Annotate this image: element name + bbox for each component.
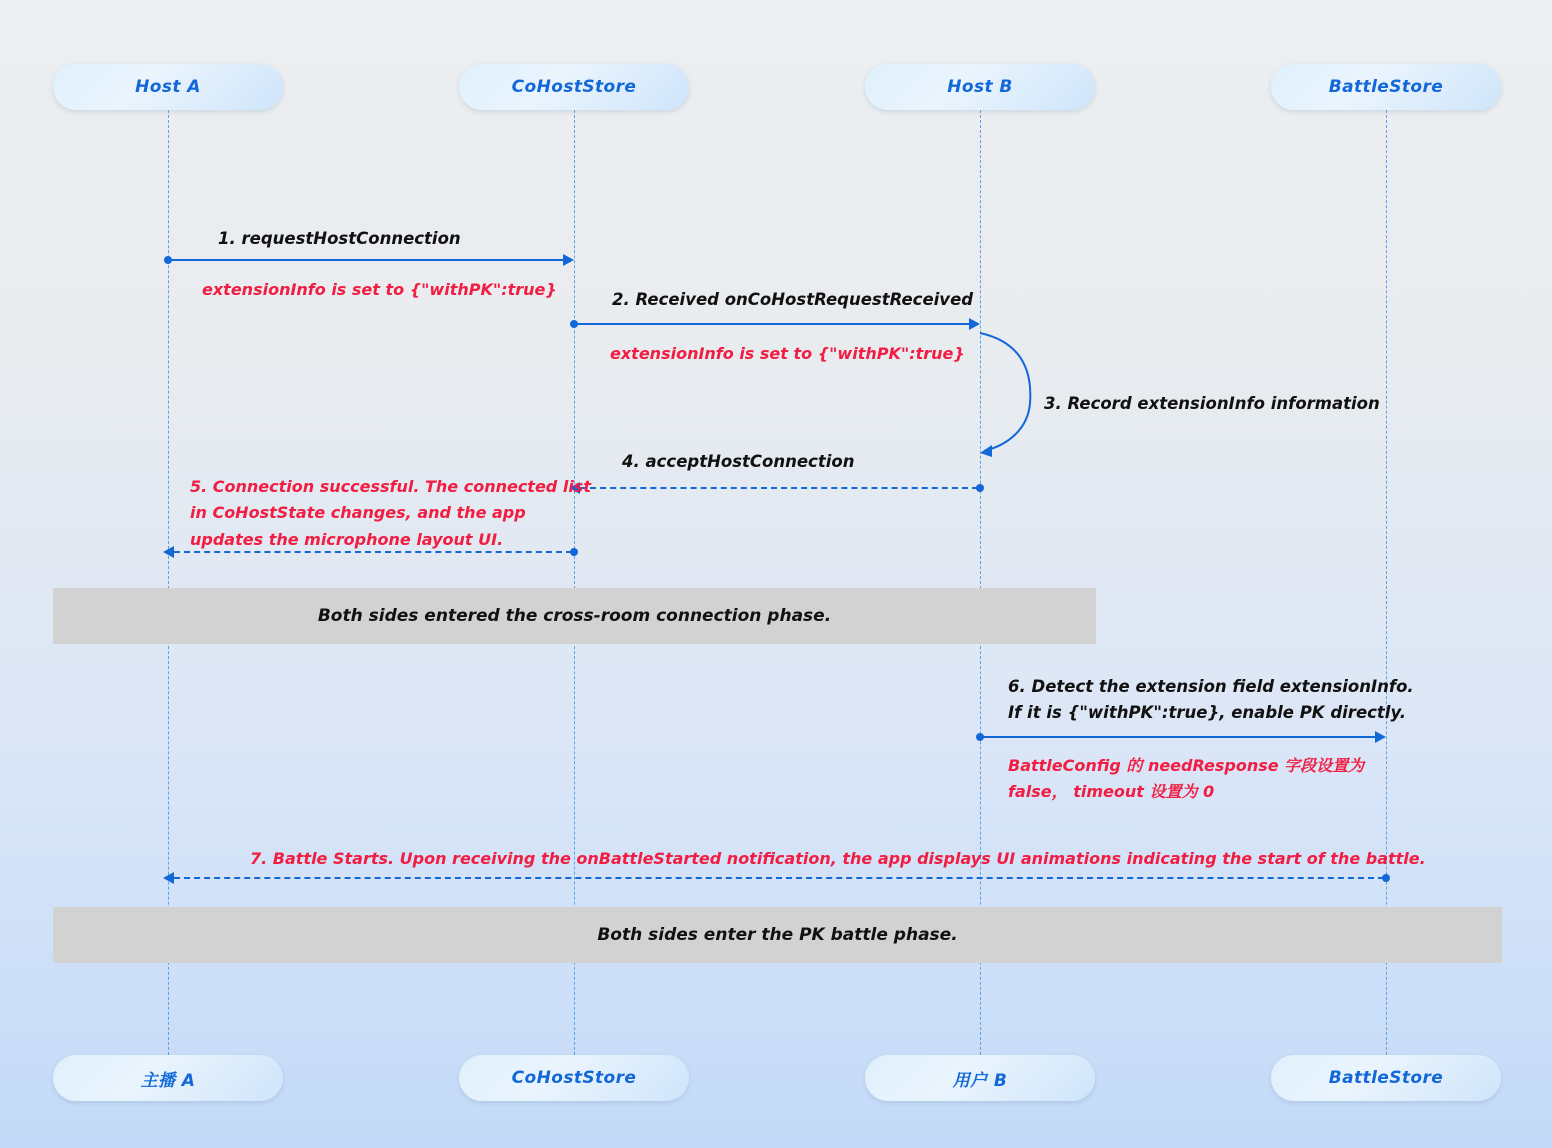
msg-4-label: 4. acceptHostConnection [622,452,855,471]
lifeline-foot-cohoststore-label: CoHostStore [511,1068,637,1088]
lifeline-foot-battlestore[interactable] [1271,1055,1501,1101]
msg-2-arrow [574,323,974,325]
msg-1-arrow [168,259,568,261]
lifeline-foot-host-b[interactable] [865,1055,1095,1101]
lifeline-foot-host-b-label: 用户 B [952,1070,1008,1091]
msg-6-arrowhead-icon [1375,731,1386,743]
lifeline-head-cohoststore-label: CoHostStore [511,77,637,97]
msg-4-arrow [580,487,978,489]
note-connection-success-line2: in CoHostState changes, and the app [190,503,526,522]
phase-pk-battle [53,907,1502,963]
lifeline-head-host-b[interactable] [865,64,1095,110]
lifeline-foot-host-a[interactable] [53,1055,283,1101]
lifeline-head-battlestore-label: BattleStore [1328,77,1444,97]
msg-2-label: 2. Received onCoHostRequestReceived [612,290,974,309]
note-extension-info-2: extensionInfo is set to {"withPK":true} [610,344,965,363]
msg-3-label: 3. Record extensionInfo information [1044,394,1380,413]
note-battleconfig-line2: false， timeout 设置为 0 [1008,782,1215,801]
note-extension-info-1: extensionInfo is set to {"withPK":true} [202,280,557,299]
note-connection-success-line1: 5. Connection successful. The connected list [190,477,591,496]
msg-1-arrowhead-icon [563,254,574,266]
msg-6-arrow [980,736,1380,738]
lifeline-head-battlestore[interactable] [1271,64,1501,110]
lifeline-head-host-a-label: Host A [135,77,201,97]
msg-6-label-line1: 6. Detect the extension field extensionInfo. [1008,677,1414,696]
phase-cross-room-label: Both sides entered the cross-room connection phase. [317,606,832,626]
note-battleconfig-line1: BattleConfig 的 needResponse 字段设置为 [1008,756,1365,775]
msg-3-self-loop [978,325,1048,465]
lifeline-head-cohoststore[interactable] [459,64,689,110]
lifeline-head-host-b-label: Host B [947,77,1013,97]
lifeline-foot-host-a-label: 主播 A [140,1070,196,1091]
phase-pk-battle-label: Both sides enter the PK battle phase. [597,925,958,945]
msg-7-label: 7. Battle Starts. Upon receiving the onBattleStarted notification, the app displays UI animations indicating the start of the battle. [250,849,1426,868]
msg-7-arrow [174,877,1384,879]
note-connection-success-line3: updates the microphone layout UI. [190,530,504,549]
phase-cross-room [53,588,1096,644]
lifeline-foot-battlestore-label: BattleStore [1328,1068,1444,1088]
msg-7-arrowhead-icon [163,872,174,884]
msg-6-label-line2: If it is {"withPK":true}, enable PK directly. [1008,703,1406,722]
msg-5-arrowhead-icon [163,546,174,558]
lifeline-foot-cohoststore[interactable] [459,1055,689,1101]
msg-1-label: 1. requestHostConnection [218,229,461,248]
msg-5-arrow [174,551,572,553]
lifeline-head-host-a[interactable] [53,64,283,110]
